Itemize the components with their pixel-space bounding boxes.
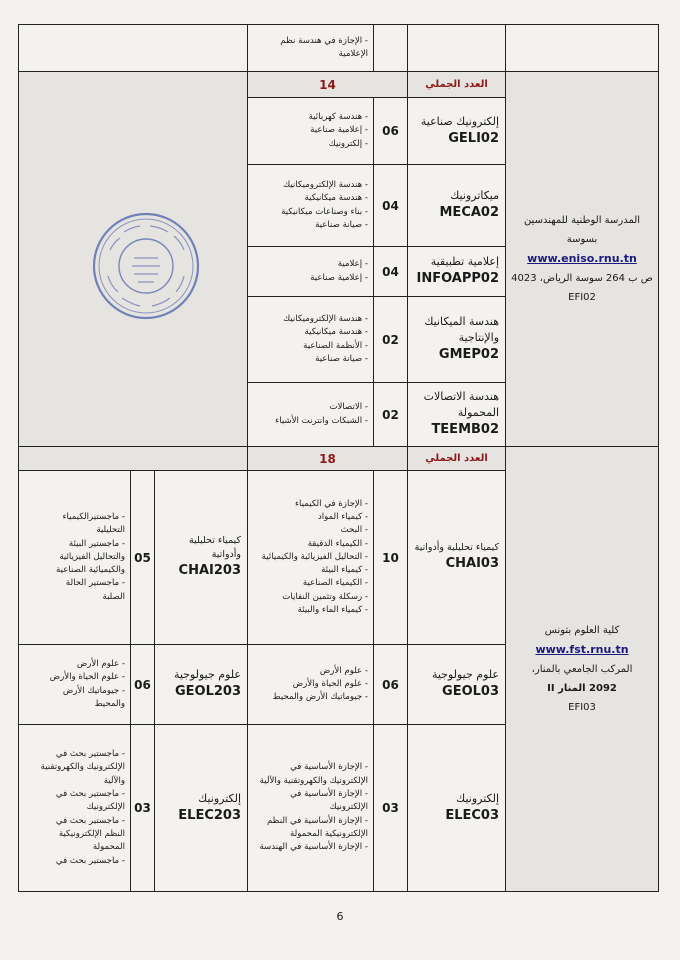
institution-url[interactable]: www.eniso.rnu.tn <box>527 251 637 265</box>
specialty-code: CHAI203 <box>178 562 242 578</box>
seat-count: 06 <box>374 98 408 165</box>
specialty-code: TEEMB02 <box>431 422 500 438</box>
specialties-table <box>18 24 659 892</box>
total-value: 14 <box>248 72 408 98</box>
bullet-list: - ماجستير بحث في الإلكترونيك والكهروتقنية والآلية - ماجستير بحث في الإلكترونيك - ماجستير بحث في النظم الإلكترونيكية المحمولة - ماجستير بحث في <box>40 749 125 866</box>
specialty: إعلامية تطبيقية INFOAPP02 <box>408 250 505 293</box>
seat-count: 10 <box>374 471 408 645</box>
bullet-list: - هندسة الإلكتروميكانيك - هندسة ميكانيكية - بناء وصناعات ميكانيكية - صيانة صناعية <box>281 179 369 230</box>
seat-count: 06 <box>131 645 155 725</box>
seat-count: 04 <box>374 165 408 247</box>
institution-url[interactable]: www.fst.rnu.tn <box>535 642 629 656</box>
seat-count: 03 <box>374 725 408 892</box>
specialty-code: GEOL03 <box>442 684 500 700</box>
specialty-code: CHAI03 <box>445 555 500 571</box>
specialty-code: ELEC03 <box>445 807 500 823</box>
specialty-code: MECA02 <box>439 205 500 221</box>
ministry-stamp <box>90 210 202 322</box>
page-number: 6 <box>336 910 344 923</box>
specialty: كيمياء تحليلية وأدواتية CHAI03 <box>408 537 505 578</box>
bullet-list: - ماجستيرالكيمياء التحليلية - ماجستير البيئة والتحاليل الفيزيائية والكيميائية الصناعية - ماجستير الحالة الصلبة <box>56 511 125 602</box>
bullet-list: - علوم الأرض - علوم الحياة والأرض - جيوماتيك الأرض والمحيط <box>49 658 125 709</box>
specialty: ميكاترونيك MECA02 <box>408 184 505 227</box>
institution-code: EFI02 <box>568 292 596 304</box>
seat-count: 02 <box>374 383 408 447</box>
total-value: 18 <box>248 447 408 471</box>
specialty: هندسة الاتصالات المحمولة TEEMB02 <box>408 385 505 444</box>
seat-count: 05 <box>131 471 155 645</box>
specialty: علوم جيولوجية GEOL203 <box>155 663 247 706</box>
table-row <box>19 25 659 72</box>
specialty: إلكترونيك ELEC203 <box>155 787 247 830</box>
bullet-list: - علوم الأرض - علوم الحياة والأرض - جيوماتيك الأرض والمحيط <box>272 665 369 703</box>
specialty: علوم جيولوجية GEOL03 <box>408 663 505 706</box>
bullet-list: - الإجازة الأساسية في الإلكترونيك والكهروتقنية والآلية - الإجازة الأساسية في الإلكترونيك - الإجازة الأساسية في النظم الإلكترونيكية المحمولة - الإجازة الأساسية في الهندسة <box>259 762 369 853</box>
specialty-code: GMEP02 <box>438 347 500 363</box>
specialty: إلكترونيك ELEC03 <box>408 787 505 830</box>
seat-count: 06 <box>374 645 408 725</box>
total-label: العدد الجملي <box>408 447 506 471</box>
institution-code: EFI03 <box>568 702 596 714</box>
bullet-list: - إعلامية - إعلامية صناعية <box>310 259 369 283</box>
specialty: هندسة الميكانيك والإنتاجية GMEP02 <box>408 310 505 369</box>
total-row <box>19 447 659 471</box>
specialty-code: INFOAPP02 <box>416 271 500 287</box>
seat-count: 02 <box>374 297 408 383</box>
specialty-code: GEOL203 <box>174 684 242 700</box>
specialty: كيمياء تحليلية وأدواتية CHAI203 <box>155 530 247 584</box>
bullet-list: - هندسة كهربائية - إعلامية صناعية - إلكترونيك <box>308 112 369 149</box>
institution-fst: كلية العلوم بتونس www.fst.rnu.tn المركب الجامعي بالمنار، 2092 المنار II EFI03 <box>506 617 658 722</box>
specialty-code: ELEC203 <box>178 807 242 823</box>
bullet-list: - الإجازة في هندسة نظم الإعلامية <box>280 35 369 59</box>
bullet-list: - هندسة الإلكتروميكانيك - هندسة ميكانيكية - الأنظمة الصناعية - صيانة صناعية <box>283 313 369 364</box>
total-row <box>19 72 659 98</box>
bullet-list: - الإجازة في الكيمياء - كيمياء المواد - البحث - الكيمياء الدقيقة - التحاليل الفيزيائية والكيميائية - كيمياء البيئة - الكيمياء الصناعية - رسكلة وتثمين النفايات - كيمياء الماء والبيئة <box>261 498 369 616</box>
specialty-code: GELI02 <box>448 130 500 146</box>
institution-eniso: المدرسة الوطنية للمهندسين بسوسة www.eniso.rnu.tn ص ب 264 سوسة الرياض، 4023 EFI02 <box>506 207 658 312</box>
seat-count: 03 <box>131 725 155 892</box>
bullet-list: - الاتصالات - الشبكات وانترنت الأشياء <box>275 402 369 426</box>
specialty: إلكترونيك صناعية GELI02 <box>408 110 505 153</box>
total-label: العدد الجملي <box>408 72 506 98</box>
seat-count: 04 <box>374 247 408 297</box>
